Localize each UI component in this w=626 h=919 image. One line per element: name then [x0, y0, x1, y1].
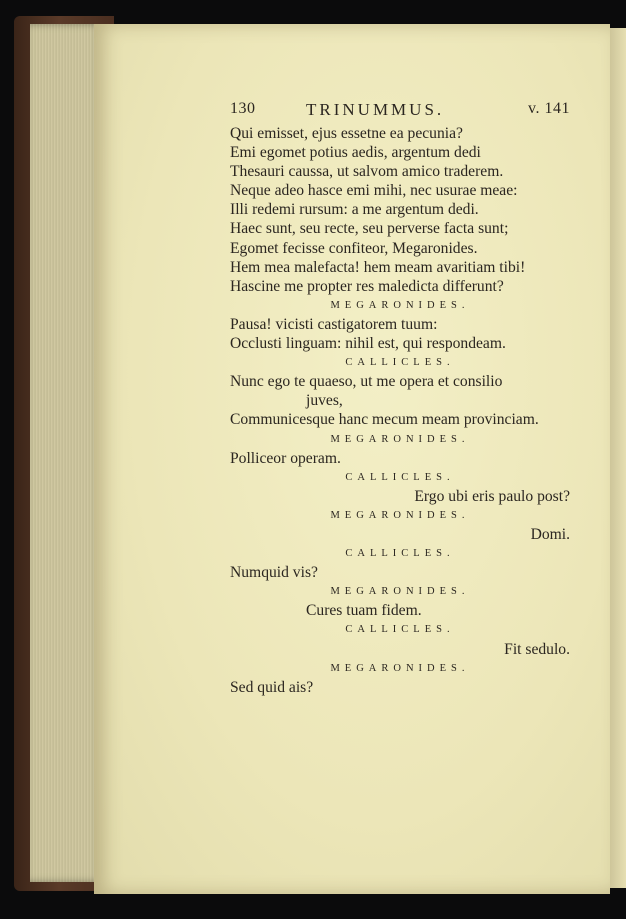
verse-line: Ergo ubi eris paulo post?: [414, 487, 570, 505]
verse-line: Pausa! vicisti castigatorem tuum:: [230, 315, 438, 333]
verse-line: Cures tuam fidem.: [306, 602, 422, 620]
speaker-name: MEGARONIDES.: [330, 433, 470, 445]
speaker-name: CALLICLES.: [345, 357, 455, 369]
verse-line: Hem mea malefacta! hem meam avaritiam tibi!: [230, 258, 526, 276]
speaker-name: CALLICLES.: [345, 624, 455, 636]
verse-line: Fit sedulo.: [504, 640, 570, 658]
verse-line: Nunc ego te quaeso, ut me opera et consilio: [230, 373, 503, 391]
verse-line: Polliceor operam.: [230, 449, 341, 467]
speaker-name: MEGARONIDES.: [330, 509, 470, 521]
verse-line: Thesauri caussa, ut salvom amico traderem.: [230, 163, 504, 181]
verse-number: v. 141: [528, 100, 570, 117]
verse-line: Emi egomet potius aedis, argentum dedi: [230, 144, 481, 162]
text-lines: [230, 124, 570, 697]
speaker-name: CALLICLES.: [345, 471, 455, 483]
page-edges: [30, 24, 102, 882]
verse-line: Domi.: [530, 525, 570, 543]
verse-line: Hascine me propter res maledicta differunt?: [230, 277, 504, 295]
speaker-name: MEGARONIDES.: [330, 299, 470, 311]
speaker-name: CALLICLES.: [345, 548, 455, 560]
facing-page-edge: [610, 28, 626, 888]
verse-line: Numquid vis?: [230, 564, 318, 582]
verse-line: Egomet fecisse confiteor, Megaronides.: [230, 239, 478, 257]
speaker-name: MEGARONIDES.: [330, 662, 470, 674]
verse-line: Illi redemi rursum: a me argentum dedi.: [230, 201, 479, 219]
page-text: [230, 100, 570, 697]
verse-line: Sed quid ais?: [230, 678, 314, 696]
verse-line: Qui emisset, ejus essetne ea pecunia?: [230, 125, 463, 142]
running-title: TRINUMMUS.: [306, 100, 445, 119]
running-head: [230, 100, 570, 124]
speaker-name: MEGARONIDES.: [330, 586, 470, 598]
verse-line: juves,: [306, 392, 343, 410]
verse-line: Occlusti linguam: nihil est, qui respondeam.: [230, 335, 506, 353]
page-number: 130: [230, 100, 256, 117]
verse-line: Neque adeo hasce emi mihi, nec usurae meae:: [230, 182, 518, 200]
verse-line: Haec sunt, seu recte, seu perverse facta sunt;: [230, 220, 509, 238]
verse-line: Communicesque hanc mecum meam provinciam.: [230, 411, 539, 429]
